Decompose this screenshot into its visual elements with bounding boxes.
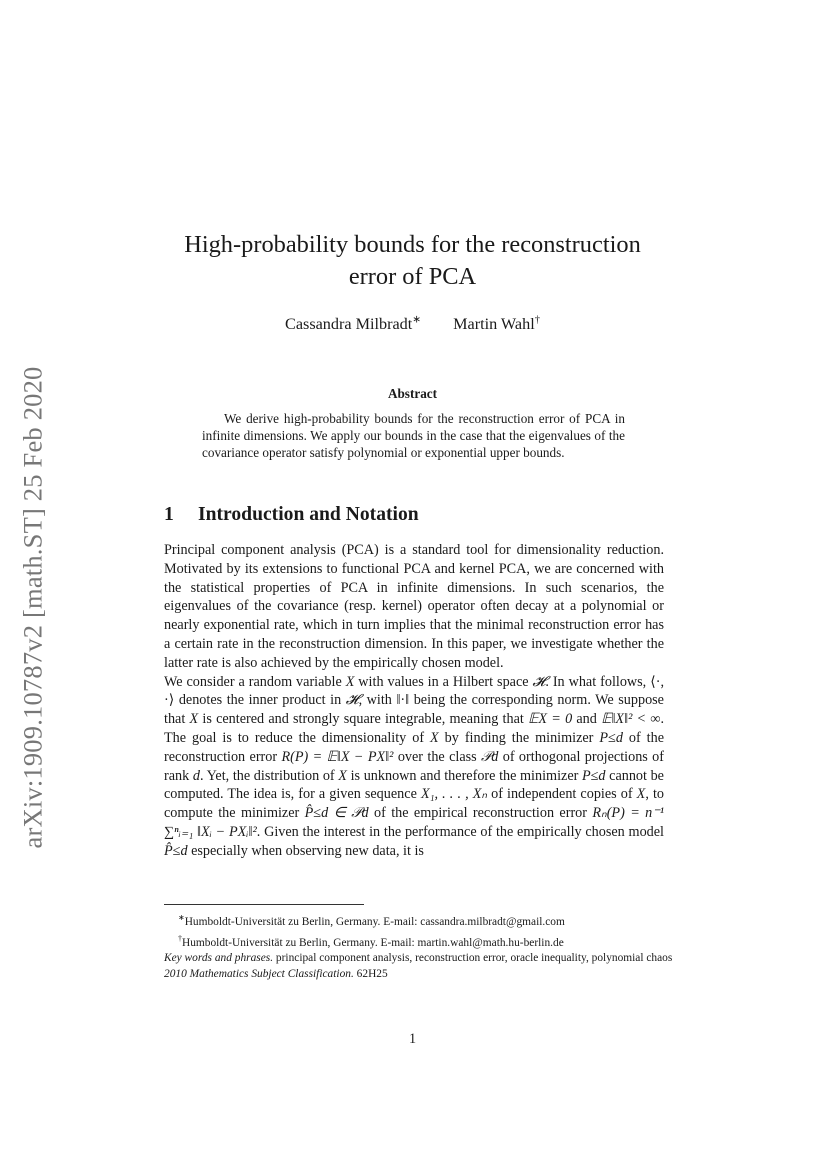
text-run: , to compute the minimizer <box>164 786 665 822</box>
math-inline: Rₙ(P) = n⁻¹ ∑ⁿᵢ₌₁ ‖Xᵢ − PXᵢ‖² <box>164 805 664 840</box>
text-run: . In what follows, <box>545 673 651 690</box>
paragraph: Principal component analysis (PCA) is a standard tool for dimensionality reduction. Motivated by its extensions to functional PCA and kernel PCA, we are concerned with the statistical properties of PCA in infinite dimensions. In such scenarios, the eigenvalues of the covariance (resp. kernel) operator often decay at a polynomial or nearly exponential rate, which in turn implies that the minimal reconstruction error has a certain rate in the reconstruction dimension. In this paper, we investigate whether the latter rate is also achieved by the empirically chosen model. <box>164 542 664 671</box>
footnote-mark: † <box>178 933 182 943</box>
author-footnote-mark: † <box>534 315 540 326</box>
arxiv-identifier-stamp <box>14 348 52 866</box>
text-run: of orthogonal projections of rank <box>164 748 664 784</box>
body-text <box>164 541 664 861</box>
text-run: , with <box>358 692 397 709</box>
math-inline: 𝓗 <box>345 692 359 709</box>
abstract-body <box>202 410 625 461</box>
abstract-text: We derive high-probability bounds for the reconstruction error of PCA in infinite dimensions. We apply our bounds in the case that the eigenvalues of the covariance operator satisfy polynomial or exponential upper bounds. <box>202 411 625 460</box>
math-inline: d <box>192 767 200 784</box>
text-run: . Given the interest in the performance of the empirically chosen model <box>256 823 664 840</box>
author <box>285 315 421 333</box>
math-inline: X₁, . . . , Xₙ <box>420 786 488 803</box>
math-inline: 𝔼X = 0 <box>528 711 573 728</box>
math-inline: P≤d <box>599 729 623 746</box>
text-run: and <box>572 711 602 728</box>
author-list <box>160 310 665 335</box>
text-run: of the reconstruction error <box>164 729 665 765</box>
math-inline: X <box>636 786 646 803</box>
paper-title <box>160 229 665 293</box>
text-run: cannot be computed. The idea is, for a given sequence <box>164 767 664 803</box>
text-run: over the class <box>393 748 482 765</box>
keywords-heading: Key words and phrases. <box>164 952 274 964</box>
text-run: is unknown and therefore the minimizer <box>346 767 582 784</box>
text-run: . The goal is to reduce the dimensionality of <box>164 711 664 746</box>
math-inline: X <box>338 767 347 784</box>
footnote-divider <box>164 904 364 905</box>
footnote-text: Humboldt-Universität zu Berlin, Germany. E-mail: martin.wahl@math.hu-berlin.de <box>182 936 564 949</box>
msc-classification <box>164 967 674 983</box>
text-run: of independent copies of <box>487 786 637 803</box>
math-inline: R(P) = 𝔼‖X − PX‖² <box>281 748 394 765</box>
paper-title-line-2: error of PCA <box>348 263 477 290</box>
footnote-text: Humboldt-Universität zu Berlin, Germany. E-mail: cassandra.milbradt@gmail.com <box>184 915 565 928</box>
page-number: 1 <box>408 1031 417 1047</box>
text-run: . Yet, the distribution of <box>199 767 339 784</box>
footnotes <box>164 910 674 982</box>
footnote <box>164 910 674 931</box>
keywords-text: principal component analysis, reconstruction error, oracle inequality, polynomial chaos <box>273 952 673 964</box>
math-inline: X <box>430 729 439 746</box>
section-heading <box>164 503 419 527</box>
author-name: Martin Wahl <box>453 315 535 334</box>
math-inline: P≤d <box>581 767 606 784</box>
author <box>453 315 540 333</box>
math-inline: 𝔼‖X‖² < ∞ <box>601 711 661 728</box>
paragraph <box>164 673 664 861</box>
keywords <box>164 951 674 967</box>
text-run: of the empirical reconstruction error <box>368 805 593 822</box>
msc-heading: 2010 Mathematics Subject Classification. <box>164 967 354 980</box>
footnote-mark: ∗ <box>178 913 185 922</box>
paper-title-line-1: High-probability bounds for the reconstruction <box>184 231 641 258</box>
math-inline: P̂≤d <box>164 842 188 859</box>
math-inline: ‖·‖ <box>396 692 410 709</box>
math-inline: 𝒫d <box>481 748 499 765</box>
text-run: denotes the inner product in <box>174 692 346 709</box>
math-inline: X <box>345 673 355 690</box>
author-name: Cassandra Milbradt <box>285 315 413 334</box>
math-inline: X <box>189 711 199 728</box>
section-number: 1 <box>164 504 174 525</box>
text-run: with values in a Hilbert space <box>354 673 533 690</box>
text-run: especially when observing new data, it is <box>187 842 424 859</box>
section-title: Introduction and Notation <box>198 504 419 525</box>
math-inline: 𝓗 <box>532 673 546 690</box>
text-run: We consider a random variable <box>164 673 346 690</box>
footnote <box>164 931 674 952</box>
text-run: being the corresponding norm. We suppose that <box>164 692 664 728</box>
math-inline: ⟨·, ·⟩ <box>164 673 664 709</box>
msc-text: 62H25 <box>353 967 388 980</box>
abstract-heading: Abstract <box>387 386 438 401</box>
math-inline: P̂≤d ∈ 𝒫d <box>304 805 369 822</box>
text-run: by finding the minimizer <box>438 729 600 746</box>
author-footnote-mark: ∗ <box>412 315 422 326</box>
arxiv-identifier-text: arXiv:1909.10787v2 [math.ST] 25 Feb 2020 <box>17 365 48 849</box>
text-run: is centered and strongly square integrable, meaning that <box>198 711 529 728</box>
